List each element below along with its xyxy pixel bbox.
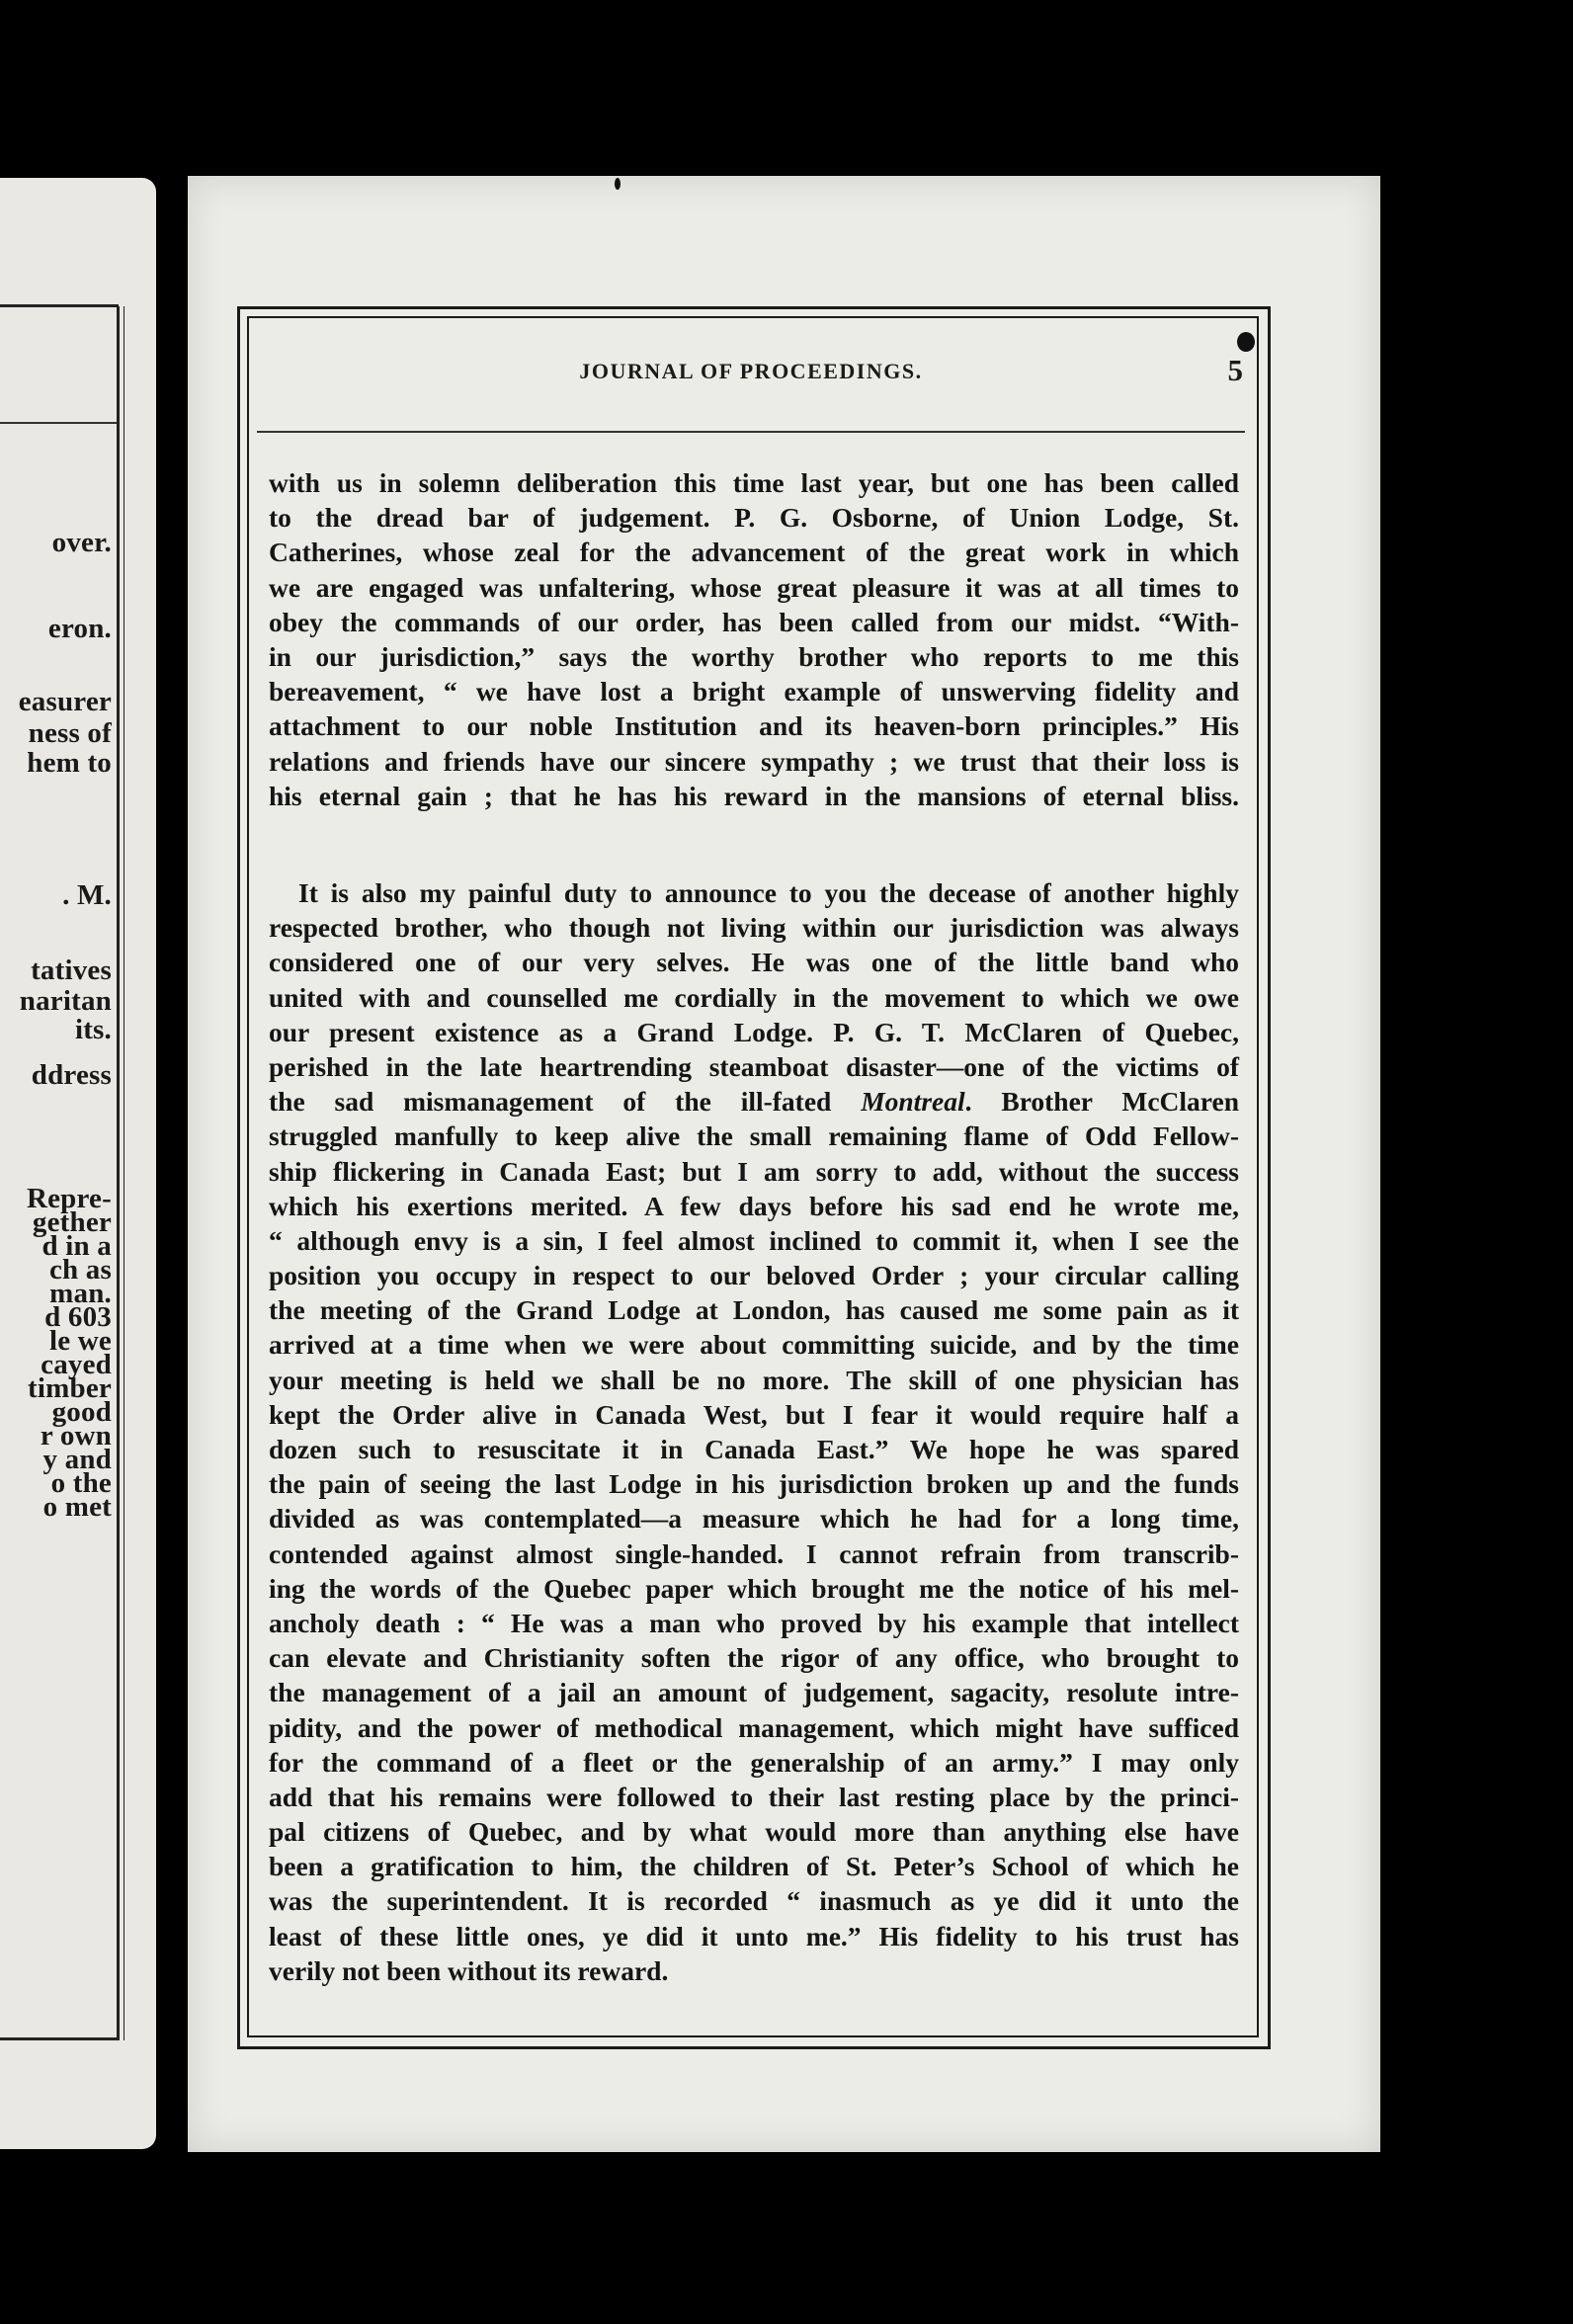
text-line: ship flickering in Canada East; but I am sorry to add, without the success [269, 1155, 1239, 1187]
left-page-line: hem to [27, 747, 112, 779]
text-line: to the dread bar of judgement. P. G. Osborne, of Union Lodge, St. [269, 502, 1239, 534]
ship-name: Montreal [861, 1086, 965, 1118]
left-page-line: good [51, 1396, 112, 1428]
left-page-fragment [0, 178, 156, 2149]
text-line: which his exertions merited. A few days before his sad end he wrote me, [269, 1190, 1239, 1221]
text-line: we are engaged was unfaltering, whose great pleasure it was at all times to [269, 571, 1239, 603]
left-page-bottom-rule [0, 2037, 119, 2040]
running-title: JOURNAL OF PROCEEDINGS. [579, 359, 923, 383]
left-page-line: le we [49, 1325, 112, 1357]
text-line: with us in solemn deliberation this time last year, but one has been called [269, 467, 1239, 498]
text-line: in our jurisdiction,” says the worthy brother who reports to me this [269, 640, 1239, 672]
text-line: our present existence as a Grand Lodge. P. G. T. McClaren of Quebec, [269, 1016, 1239, 1047]
left-page-line: timber [28, 1372, 112, 1404]
text-line: perished in the late heartrending steamboat disaster—one of the victims of [269, 1050, 1239, 1082]
text-line: Catherines, whose zeal for the advancement of the great work in which [269, 537, 1239, 568]
left-page-top-rule [0, 304, 119, 307]
text-line: struggled manfully to keep alive the small remaining flame of Odd Fellow- [269, 1120, 1239, 1152]
paragraph-mcclaren [269, 875, 1239, 1988]
left-page-line: Repre- [26, 1183, 112, 1214]
header-rule [257, 431, 1245, 433]
text-line: obey the commands of our order, has been called from our midst. “With- [269, 606, 1239, 637]
text-line: respected brother, who though not living within our jurisdiction was always [269, 912, 1239, 944]
page-number: 5 [1227, 353, 1243, 387]
text-line: been a gratification to him, the children of St. Peter’s School of which he [269, 1851, 1239, 1882]
left-page-line: d in a [41, 1230, 112, 1262]
left-page-line: . M. [62, 879, 112, 911]
left-page-line: ch as [48, 1254, 112, 1286]
text-line: the management of a jail an amount of judgement, sagacity, resolute intre- [269, 1677, 1239, 1708]
text-line: bereavement, “ we have lost a bright example of unswerving fidelity and [269, 676, 1239, 707]
left-page-line: gether [32, 1206, 112, 1238]
left-page-line: o met [42, 1491, 112, 1523]
text-line: his eternal gain ; that he has his reward in the mansions of eternal bliss. [269, 780, 1239, 811]
text-line: position you occupy in respect to our beloved Order ; your circular calling [269, 1260, 1239, 1291]
text-line: ancholy death : “ He was a man who proved by his example that intellect [269, 1607, 1239, 1638]
text-line: pidity, and the power of methodical management, which might have sufficed [269, 1711, 1239, 1743]
left-page-line: o the [50, 1467, 112, 1499]
left-page-line: naritan [19, 985, 112, 1017]
left-page-head-rule [0, 422, 119, 424]
running-head [247, 353, 1255, 398]
left-page-line: r own [40, 1420, 112, 1452]
text-line: united with and counselled me cordially in the movement to which we owe [269, 981, 1239, 1013]
ink-blot [615, 178, 621, 190]
text-line: divided as was contemplated—a measure which he had for a long time, [269, 1503, 1239, 1535]
text-line: add that his remains were followed to their last resting place by the princi- [269, 1781, 1239, 1812]
text-line: verily not been without its reward. [269, 1954, 669, 1986]
text-line: arrived at a time when we were about committing suicide, and by the time [269, 1329, 1239, 1361]
text-line: can elevate and Christianity soften the rigor of any office, who brought to [269, 1642, 1239, 1674]
text-line: the meeting of the Grand Lodge at London, has caused me some pain as it [269, 1294, 1239, 1326]
left-page-line: d 603 [44, 1301, 112, 1333]
text-line: the pain of seeing the last Lodge in his jurisdiction broken up and the funds [269, 1468, 1239, 1500]
left-page-frame-rule [117, 306, 124, 2040]
text-line: kept the Order alive in Canada West, but I fear it would require half a [269, 1398, 1239, 1430]
text-line: considered one of our very selves. He was one of the little band who [269, 947, 1239, 978]
left-page-line: man. [49, 1278, 112, 1309]
text-line: attachment to our noble Institution and its heaven-born principles.” His [269, 710, 1239, 742]
left-page-line: ddress [31, 1059, 112, 1091]
left-page-line: y and [42, 1444, 112, 1475]
left-page-line: easurer [18, 686, 112, 717]
text-line: was the superintendent. It is recorded “ inasmuch as ye did it unto the [269, 1885, 1239, 1917]
left-page-line: tatives [31, 954, 112, 986]
text-line: pal citizens of Quebec, and by what would more than anything else have [269, 1816, 1239, 1848]
text-line: the sad mismanagement of the ill-fated Montreal. Brother McClaren [269, 1086, 1239, 1118]
left-page-line: eron. [47, 613, 112, 644]
left-page-line: cayed [41, 1349, 112, 1380]
left-page-line: ness of [28, 717, 112, 749]
paragraph-osborne [269, 465, 1239, 813]
text-line: relations and friends have our sincere sympathy ; we trust that their loss is [269, 745, 1239, 777]
text-line: for the command of a fleet or the generalship of an army.” I may only [269, 1746, 1239, 1778]
left-page-line: its. [74, 1014, 112, 1045]
text-line: your meeting is held we shall be no more. The skill of one physician has [269, 1364, 1239, 1395]
text-line: least of these little ones, ye did it unto me.” His fidelity to his trust has [269, 1920, 1239, 1951]
text-line: ing the words of the Quebec paper which brought me the notice of his mel- [269, 1572, 1239, 1604]
main-page [188, 176, 1380, 2152]
left-page-line: over. [51, 527, 112, 558]
text-line: “ although envy is a sin, I feel almost inclined to commit it, when I see the [269, 1224, 1239, 1256]
ink-blot [1237, 332, 1255, 352]
text-line: dozen such to resuscitate it in Canada East.” We hope he was spared [269, 1434, 1239, 1464]
text-line: It is also my painful duty to announce to you the decease of another highly [298, 877, 1239, 908]
text-line: contended against almost single-handed. I cannot refrain from transcrib- [269, 1537, 1239, 1569]
